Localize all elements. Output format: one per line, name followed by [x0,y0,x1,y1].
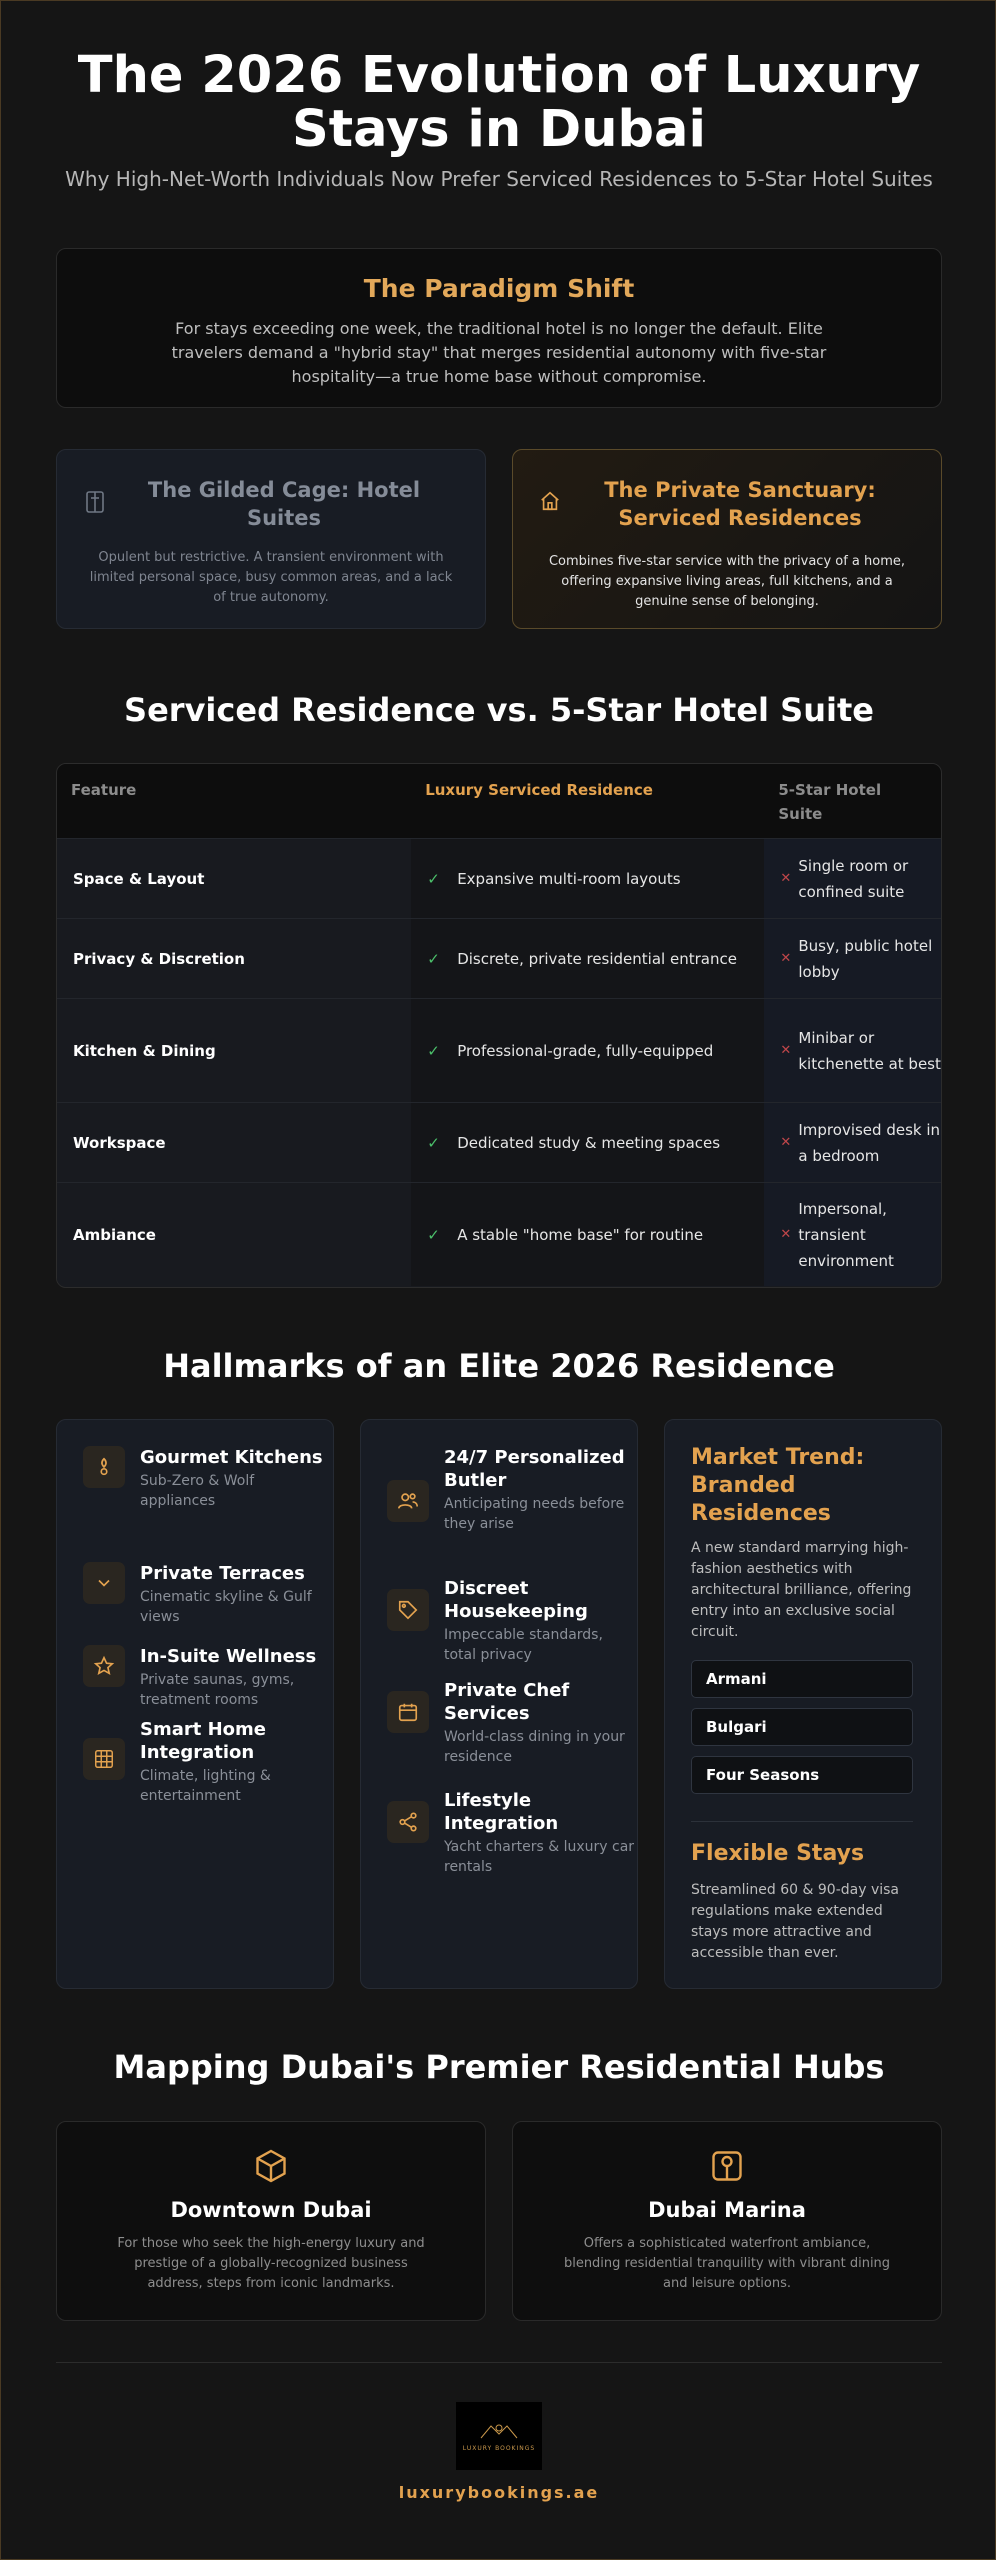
hallmark-item [387,1446,637,1534]
residence-text: Expansive multi-room layouts [457,869,681,888]
hallmark-item [387,1789,637,1877]
hallmarks-services-card [360,1419,638,1989]
row-feature: Ambiance [57,1183,411,1286]
hub-desc: Offers a sophisticated waterfront ambiance, blending residential tranquility with vibrant dining and leisure options. [563,2236,891,2291]
table-row [57,1182,941,1286]
tag-icon [387,1589,429,1631]
check-icon: ✓ [427,1041,440,1060]
brand-logo [456,2402,542,2470]
hallmark-item [83,1446,333,1511]
hallmark-desc: Yacht charters & luxury car rentals [444,1839,635,1875]
website-link[interactable]: luxurybookings.ae [398,2483,600,2502]
hotel-suites-title: The Gilded Cage: Hotel Suites [147,478,421,530]
hotel-text: Impersonal, transient environment [798,1199,894,1270]
hallmark-item [387,1679,637,1767]
hallmark-title: Lifestyle Integration [444,1790,559,1834]
hub-card-marina [512,2121,942,2321]
header-residence: Luxury Serviced Residence [425,781,653,799]
table-row [57,838,941,918]
hallmark-item [83,1645,333,1710]
grid-icon [83,1738,125,1780]
hub-desc: For those who seek the high-energy luxury and prestige of a globally-recognized business address, steps from iconic landmarks. [117,2236,425,2291]
market-trend-text: A new standard marrying high-fashion aesthetics with architectural brilliance, offering entry into an exclusive social circuit. [691,1540,912,1640]
hallmark-desc: Cinematic skyline & Gulf views [140,1589,312,1625]
check-icon: ✓ [427,1225,440,1244]
hotel-text: Minibar or kitchenette at best [798,1028,941,1073]
serviced-residences-title: The Private Sanctuary: Serviced Residences [604,478,876,530]
check-icon: ✓ [427,1133,440,1152]
page-title: The 2026 Evolution of Luxury Stays in Dubai [77,46,921,159]
serviced-residences-card [512,449,942,629]
row-hotel [764,1183,941,1286]
paradigm-title: The Paradigm Shift [363,274,635,303]
paradigm-text: For stays exceeding one week, the traditional hotel is no longer the default. Elite travelers demand a "hybrid stay" that merges residential autonomy with five-star hospitality—a true home base without compromise. [171,319,827,386]
residence-text: Discrete, private residential entrance [457,949,737,968]
hallmark-item [387,1577,637,1665]
brand-armani: Armani [691,1660,913,1698]
row-residence [411,1103,764,1182]
footer-divider [56,2362,942,2363]
check-icon: ✓ [427,869,440,888]
comparison-table [56,763,942,1288]
row-hotel [764,839,941,918]
row-residence [411,839,764,918]
row-residence [411,919,764,998]
hallmark-item [83,1718,333,1806]
serviced-residences-text: Combines five-star service with the privacy of a home, offering expansive living areas, full kitchens, and a genuine sense of belonging. [548,554,906,609]
row-hotel [764,1103,941,1182]
row-residence [411,999,764,1102]
hallmark-title: Discreet Housekeeping [444,1578,588,1622]
chef-icon [83,1446,125,1488]
hallmark-desc: Impeccable standards, total privacy [444,1627,603,1663]
hallmark-item [83,1562,333,1627]
star-icon [83,1645,125,1687]
flexible-stays-text: Streamlined 60 & 90-day visa regulations make extended stays more attractive and accessible than ever. [691,1882,900,1961]
brand-four-seasons: Four Seasons [691,1756,913,1794]
logo-text: LUXURY BOOKINGS [462,2445,536,2452]
cross-icon: ✕ [780,1226,792,1242]
hallmarks-amenities-card [56,1419,334,1989]
comparison-title: Serviced Residence vs. 5-Star Hotel Suite [124,691,874,729]
header-feature: Feature [71,781,137,799]
hotel-suites-card [56,449,486,629]
table-row [57,918,941,998]
hallmark-title: In-Suite Wellness [140,1646,317,1667]
hallmark-title: Private Chef Services [444,1680,570,1724]
brand-bulgari: Bulgari [691,1708,913,1746]
location-pin-icon [513,2148,941,2188]
cross-icon: ✕ [780,870,792,886]
table-header [57,764,941,838]
market-trend-card [664,1419,942,1989]
hallmarks-title: Hallmarks of an Elite 2026 Residence [163,1347,835,1385]
hub-name: Dubai Marina [648,2198,806,2222]
row-hotel [764,999,941,1102]
hotel-text: Improvised desk in a bedroom [798,1120,941,1165]
paradigm-shift-card [56,248,942,408]
row-feature: Space & Layout [57,839,411,918]
calendar-icon [387,1691,429,1733]
users-icon [387,1480,429,1522]
hallmark-desc: World-class dining in your residence [444,1729,625,1765]
residence-text: A stable "home base" for routine [457,1225,704,1244]
hub-name: Downtown Dubai [170,2198,372,2222]
row-residence [411,1183,764,1286]
cube-icon [57,2148,485,2188]
check-icon: ✓ [427,949,440,968]
hallmark-desc: Anticipating needs before they arise [444,1496,625,1532]
hallmark-desc: Climate, lighting & entertainment [140,1768,271,1804]
cross-icon: ✕ [780,1042,792,1058]
row-hotel [764,919,941,998]
page-subtitle: Why High-Net-Worth Individuals Now Prefer Serviced Residences to 5-Star Hotel Suites [65,167,933,191]
cross-icon: ✕ [780,1134,792,1150]
residence-text: Dedicated study & meeting spaces [457,1133,721,1152]
hallmark-title: Gourmet Kitchens [140,1447,323,1468]
hallmark-desc: Private saunas, gyms, treatment rooms [140,1672,295,1708]
hotel-text: Busy, public hotel lobby [798,936,933,981]
table-row [57,998,941,1102]
row-feature: Workspace [57,1103,411,1182]
hotel-suites-text: Opulent but restrictive. A transient environment with limited personal space, busy common areas, and a lack of true autonomy. [89,550,453,605]
market-trend-title: Market Trend: Branded Residences [691,1445,865,1526]
row-feature: Privacy & Discretion [57,919,411,998]
hotel-text: Single room or confined suite [798,856,909,901]
cross-icon: ✕ [780,950,792,966]
hub-card-downtown [56,2121,486,2321]
flexible-stays-title: Flexible Stays [691,1841,865,1866]
chevron-down-icon [83,1562,125,1604]
table-row [57,1102,941,1182]
row-feature: Kitchen & Dining [57,999,411,1102]
hallmark-title: Smart Home Integration [140,1719,267,1763]
door-icon [83,490,109,516]
header-hotel: 5-Star Hotel Suite [778,781,882,823]
house-icon [539,490,565,516]
residence-text: Professional-grade, fully-equipped [457,1041,714,1060]
hallmark-desc: Sub-Zero & Wolf appliances [140,1473,255,1509]
hallmark-title: Private Terraces [140,1563,305,1584]
hubs-title: Mapping Dubai's Premier Residential Hubs [113,2048,885,2086]
hallmark-title: 24/7 Personalized Butler [444,1447,625,1491]
share-icon [387,1801,429,1843]
divider [691,1821,913,1822]
